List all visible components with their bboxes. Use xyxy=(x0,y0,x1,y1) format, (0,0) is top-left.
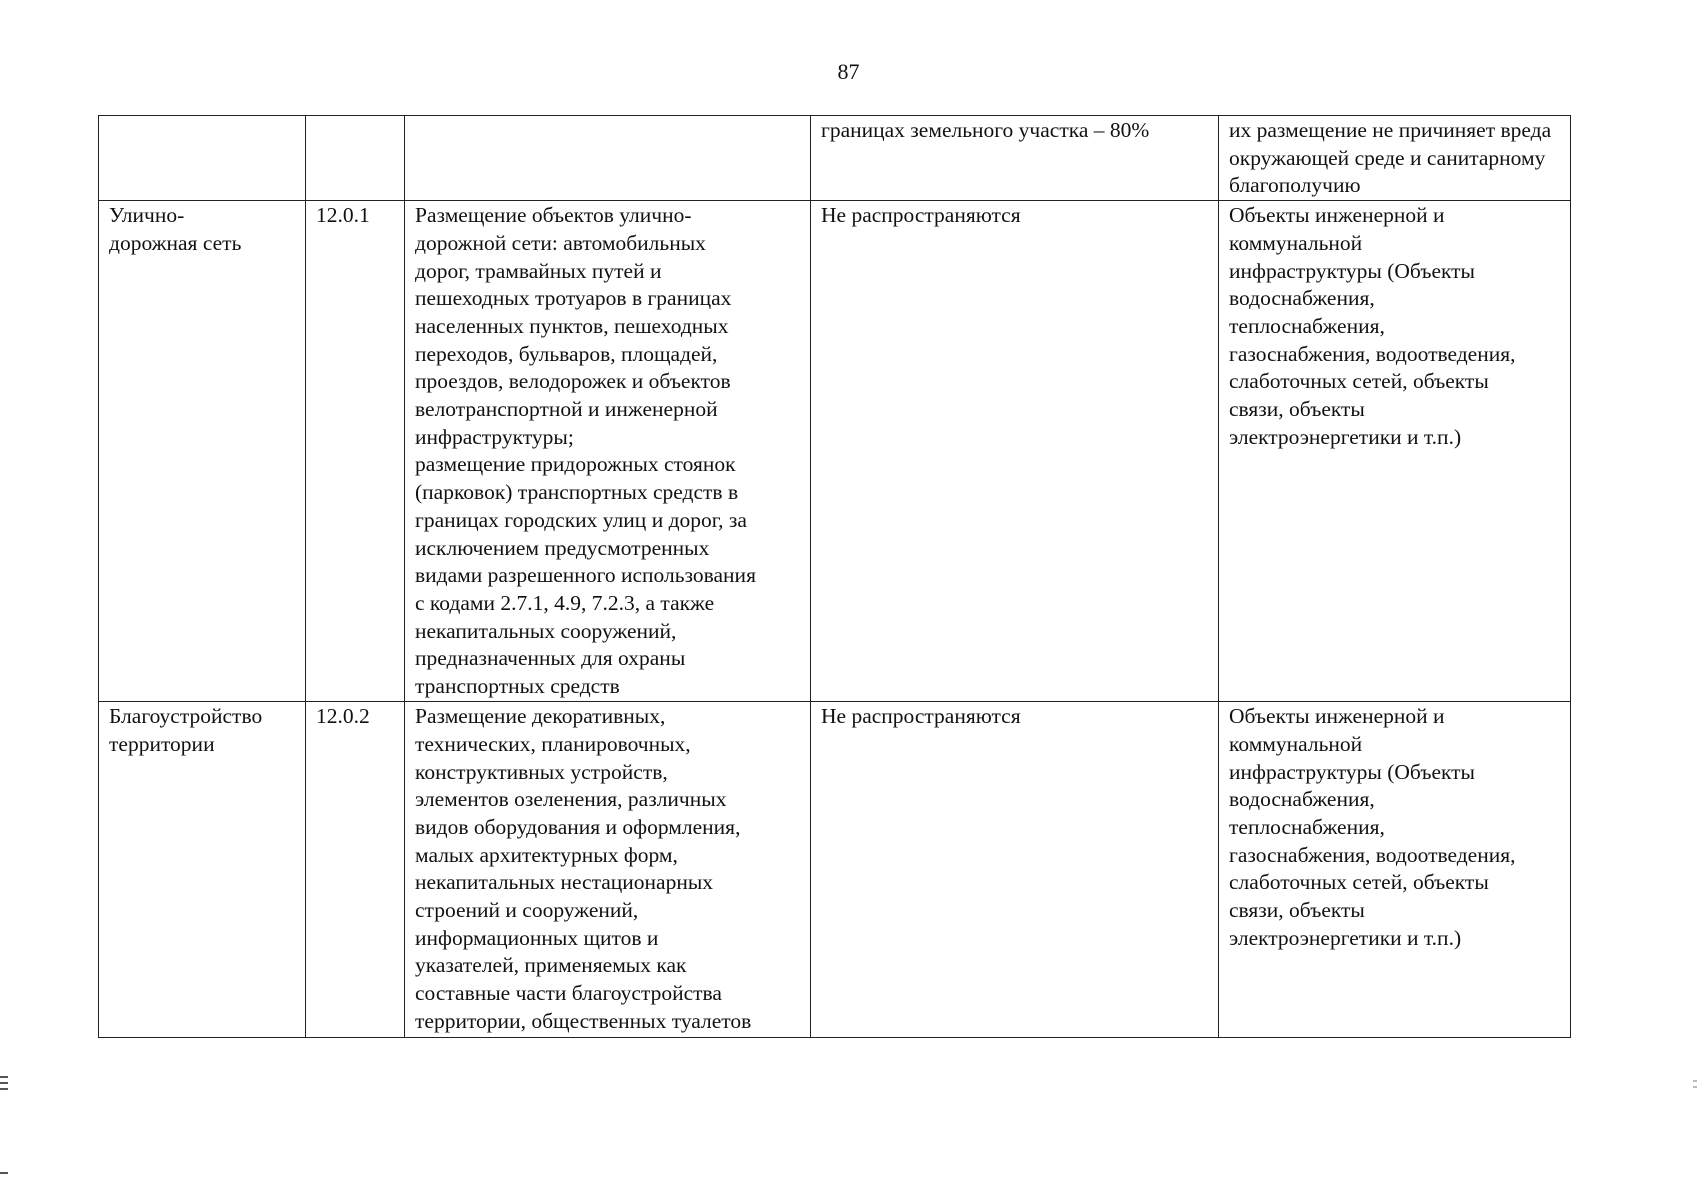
cell-params: границах земельного участка – 80% xyxy=(811,116,1219,201)
cell-params: Не распространяются xyxy=(811,201,1219,702)
cell-description xyxy=(405,116,811,201)
cell-code xyxy=(306,116,405,201)
table-row xyxy=(99,116,1571,201)
page-number: 87 xyxy=(837,59,860,84)
scan-edge-mark xyxy=(0,1082,8,1084)
cell-restrictions: Объекты инженерной и коммунальной инфраструктуры (Объекты водоснабжения, теплоснабжения, газоснабжения, водоотведения, слаботочных сетей, объекты связи, объекты электроэнергетики и т.п.) xyxy=(1219,702,1571,1038)
land-use-table xyxy=(98,115,1571,1038)
scan-edge-mark xyxy=(0,1076,8,1078)
cell-restrictions: Объекты инженерной и коммунальной инфраструктуры (Объекты водоснабжения, теплоснабжения, газоснабжения, водоотведения, слаботочных сетей, объекты связи, объекты электроэнергетики и т.п.) xyxy=(1219,201,1571,702)
cell-name: Благоустройство территории xyxy=(99,702,306,1038)
scan-edge-mark xyxy=(0,1172,8,1174)
cell-code: 12.0.2 xyxy=(306,702,405,1038)
cell-name xyxy=(99,116,306,201)
table-row xyxy=(99,201,1571,702)
scan-edge-mark xyxy=(0,1088,8,1090)
cell-description: Размещение объектов улично- дорожной сети: автомобильных дорог, трамвайных путей и пешеходных тротуаров в границах населенных пунктов, пешеходных переходов, бульваров, площадей, проездов, велодорожек и объектов велотранспортной и инженерной инфраструктуры; размещение придорожных стоянок (парковок) транспортных средств в границах городских улиц и дорог, за исключением предусмотренных видами разрешенного использования с кодами 2.7.1, 4.9, 7.2.3, а также некапитальных сооружений, предназначенных для охраны транспортных средств xyxy=(405,201,811,702)
cell-code: 12.0.1 xyxy=(306,201,405,702)
scan-edge-mark xyxy=(1693,1086,1697,1088)
scan-edge-mark xyxy=(1693,1080,1697,1082)
cell-params: Не распространяются xyxy=(811,702,1219,1038)
cell-restrictions: их размещение не причиняет вреда окружающей среде и санитарному благополучию xyxy=(1219,116,1571,201)
cell-description: Размещение декоративных, технических, планировочных, конструктивных устройств, элементов озеленения, различных видов оборудования и оформления, малых архитектурных форм, некапитальных нестационарных строений и сооружений, информационных щитов и указателей, применяемых как составные части благоустройства территории, общественных туалетов xyxy=(405,702,811,1038)
table-row xyxy=(99,702,1571,1038)
cell-name: Улично- дорожная сеть xyxy=(99,201,306,702)
